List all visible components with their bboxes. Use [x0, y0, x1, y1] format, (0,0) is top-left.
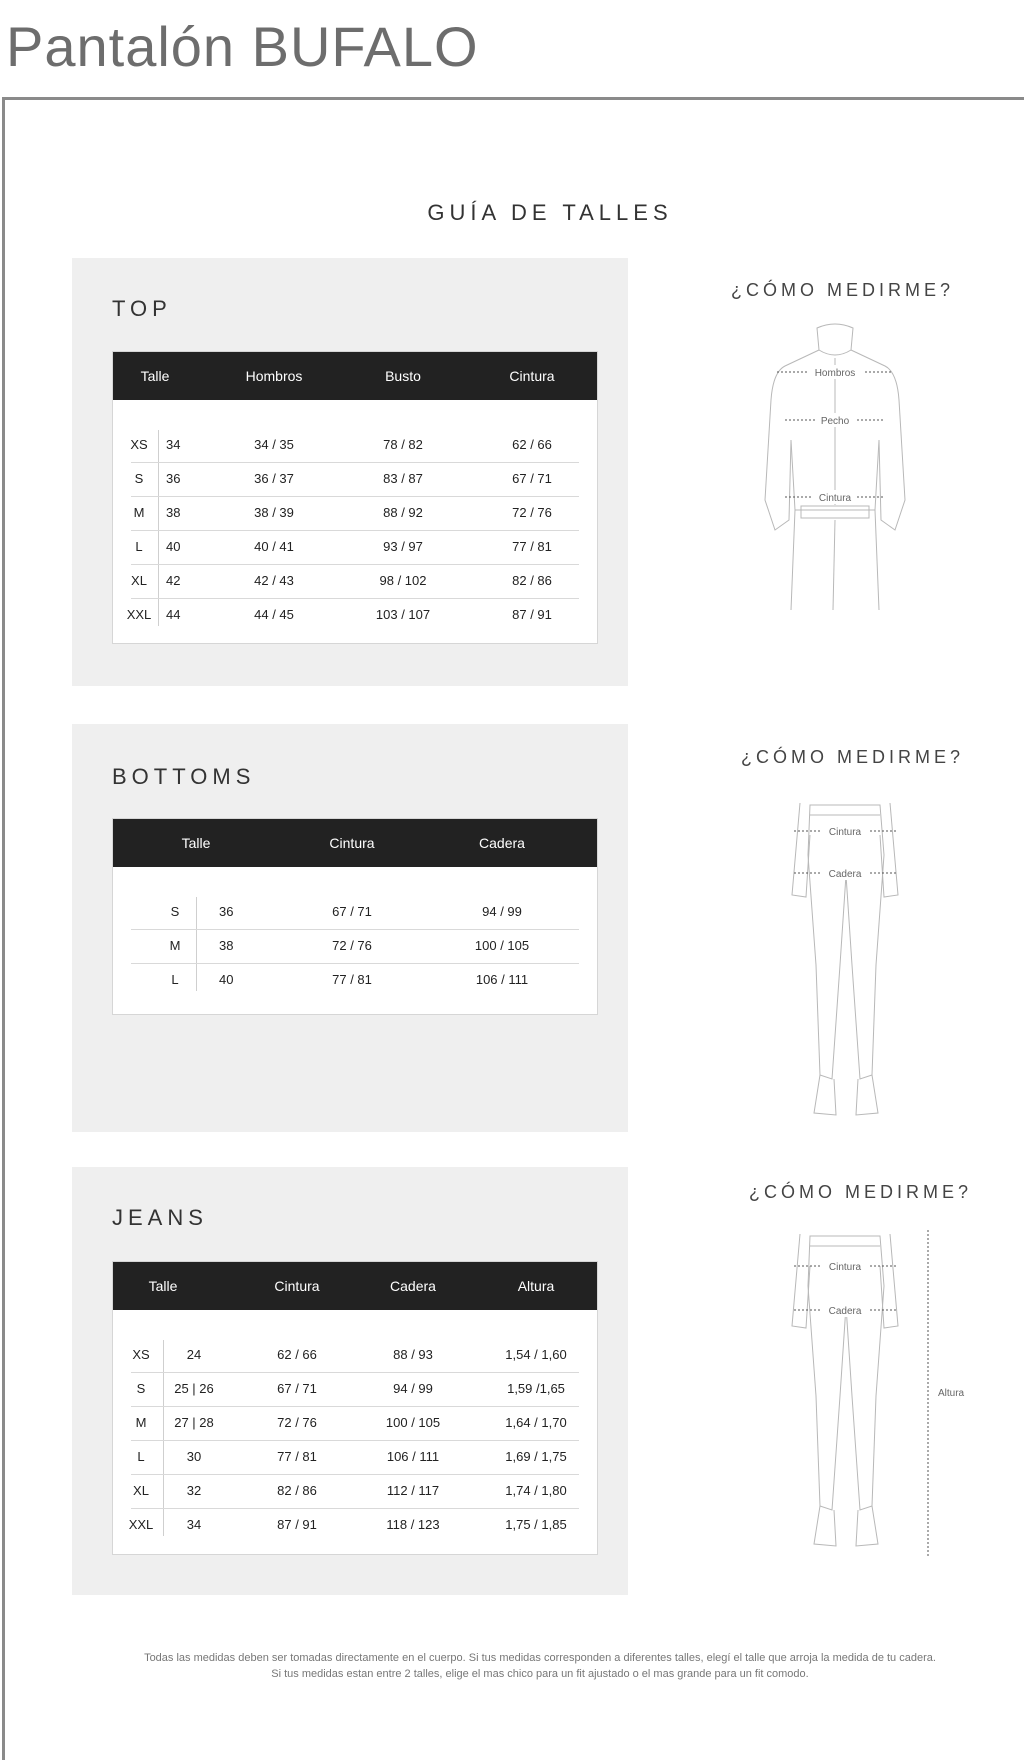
size-letter: M	[135, 1415, 147, 1430]
table-cell: 36 / 37	[254, 471, 294, 486]
table-row	[131, 530, 579, 565]
figure-label-shoulders: Hombros	[814, 368, 856, 379]
legs-illustration	[780, 795, 910, 1125]
size-guide-footnote	[40, 1650, 1024, 1682]
table-cell: 1,74 / 1,80	[505, 1483, 567, 1498]
table-cell: 34 / 35	[254, 437, 294, 452]
top-panel	[72, 258, 628, 686]
size-letter: XXL	[128, 1517, 154, 1532]
table-cell: 1,54 / 1,60	[505, 1347, 567, 1362]
table-cell: 72 / 76	[512, 505, 552, 520]
size-letter: L	[137, 1449, 145, 1464]
size-letter: XS	[132, 1347, 150, 1362]
size-number: 27 | 28	[174, 1415, 214, 1430]
table-cell: 98 / 102	[379, 573, 427, 588]
table-cell: 40 / 41	[254, 539, 294, 554]
size-number: 34	[166, 437, 181, 452]
table-cell: 77 / 81	[512, 539, 552, 554]
size-number: 42	[166, 573, 181, 588]
bottoms-panel-title: BOTTOMS	[112, 764, 256, 789]
bottoms-measure-figure	[780, 795, 910, 1125]
table-cell: 93 / 97	[383, 539, 423, 554]
size-letter: S	[136, 1381, 146, 1396]
size-number: 24	[186, 1347, 202, 1362]
table-cell: 1,75 / 1,85	[505, 1517, 567, 1532]
size-letter: S	[170, 904, 180, 919]
table-cell: 67 / 71	[512, 471, 552, 486]
header-cell: Talle	[148, 1278, 178, 1294]
table-cell: 88 / 93	[393, 1347, 433, 1362]
figure-label-hip: Cadera	[828, 869, 862, 880]
table-cell: 67 / 71	[277, 1381, 317, 1396]
header-cell: Cintura	[329, 835, 375, 851]
size-number: 36	[166, 471, 181, 486]
size-letter: S	[134, 471, 144, 486]
table-cell: 87 / 91	[277, 1517, 317, 1532]
size-guide-title: GUÍA DE TALLES	[427, 200, 673, 225]
table-row	[128, 1508, 579, 1542]
jeans-size-table	[112, 1261, 598, 1555]
table-row	[131, 963, 579, 997]
header-cell: Talle	[140, 368, 170, 384]
product-title: Pantalón BUFALO	[6, 15, 479, 78]
jeans-panel	[72, 1167, 628, 1595]
header-cell: Cadera	[479, 835, 525, 851]
size-number: 34	[186, 1517, 202, 1532]
size-number: 44	[166, 607, 181, 622]
table-row	[131, 428, 579, 463]
header-cell: Cintura	[509, 368, 555, 384]
size-letter: XL	[133, 1483, 149, 1498]
table-row	[131, 1474, 579, 1509]
table-row	[131, 564, 579, 599]
table-cell: 118 / 123	[386, 1517, 440, 1532]
table-cell: 100 / 105	[474, 938, 530, 953]
table-cell: 1,59 /1,65	[507, 1381, 565, 1396]
table-row	[131, 1440, 579, 1475]
footnote-line-2: Si tus medidas estan entre 2 talles, elige el mas chico para un fit ajustado o el mas grande para un fit comodo.	[271, 1668, 809, 1680]
table-cell: 77 / 81	[277, 1449, 317, 1464]
bottoms-panel	[72, 724, 628, 1132]
table-cell: 42 / 43	[254, 573, 294, 588]
size-letter: XS	[130, 437, 148, 452]
top-how-to-measure-title: ¿CÓMO MEDIRME?	[731, 280, 955, 300]
size-letter: M	[169, 938, 181, 953]
table-cell: 62 / 66	[512, 437, 552, 452]
figure-label-height: Altura	[938, 1388, 965, 1399]
size-number: 38	[166, 505, 181, 520]
torso-illustration	[755, 320, 915, 620]
table-cell: 106 / 111	[386, 1449, 440, 1464]
table-cell: 100 / 105	[385, 1415, 441, 1430]
header-cell: Busto	[385, 368, 421, 384]
bottoms-size-table	[112, 818, 598, 1015]
table-cell: 82 / 86	[277, 1483, 317, 1498]
table-cell: 1,69 / 1,75	[505, 1449, 567, 1464]
table-cell: 87 / 91	[512, 607, 552, 622]
table-cell: 106 / 111	[475, 972, 529, 987]
table-header	[113, 352, 597, 400]
size-letter: XXL	[126, 607, 152, 622]
table-cell: 88 / 92	[383, 505, 423, 520]
table-cell: 67 / 71	[332, 904, 372, 919]
figure-label-chest: Pecho	[820, 416, 850, 427]
top-panel-title: TOP	[112, 296, 172, 321]
footnote-line-1: Todas las medidas deben ser tomadas directamente en el cuerpo. Si tus medidas corresponden a diferentes talles, elegí el talle que arroja la medida de tu cadera.	[144, 1652, 936, 1664]
table-cell: 94 / 99	[482, 904, 522, 919]
table-cell: 38 / 39	[254, 505, 294, 520]
header-cell: Cintura	[274, 1278, 320, 1294]
table-header	[113, 819, 597, 867]
table-row	[131, 929, 579, 964]
table-header	[113, 1262, 597, 1310]
size-number: 38	[219, 938, 234, 953]
figure-label-waist: Cintura	[818, 493, 852, 504]
size-number: 36	[219, 904, 234, 919]
table-cell: 77 / 81	[332, 972, 372, 987]
jeans-legs-illustration	[780, 1226, 980, 1566]
table-cell: 72 / 76	[332, 938, 372, 953]
size-letter: L	[135, 539, 143, 554]
jeans-how-to-measure-title: ¿CÓMO MEDIRME?	[749, 1182, 973, 1202]
header-cell: Talle	[181, 835, 211, 851]
header-cell: Cadera	[390, 1278, 436, 1294]
size-number: 40	[219, 972, 234, 987]
table-row	[131, 462, 579, 497]
table-cell: 83 / 87	[383, 471, 423, 486]
table-cell: 112 / 117	[386, 1483, 440, 1498]
header-cell: Altura	[517, 1278, 555, 1294]
size-number: 25 | 26	[174, 1381, 214, 1396]
header-cell: Hombros	[245, 368, 303, 384]
table-cell: 1,64 / 1,70	[505, 1415, 567, 1430]
figure-label-hip: Cadera	[828, 1306, 862, 1317]
table-row	[131, 496, 579, 531]
table-cell: 72 / 76	[277, 1415, 317, 1430]
table-row	[131, 895, 579, 930]
figure-label-waist: Cintura	[828, 1262, 862, 1273]
figure-label-waist: Cintura	[828, 827, 862, 838]
size-letter: L	[171, 972, 179, 987]
table-cell: 44 / 45	[254, 607, 294, 622]
table-row	[126, 598, 579, 632]
table-cell: 94 / 99	[393, 1381, 433, 1396]
size-number: 40	[166, 539, 181, 554]
size-letter: XL	[131, 573, 147, 588]
table-row	[131, 1406, 579, 1441]
table-cell: 62 / 66	[277, 1347, 317, 1362]
size-letter: M	[133, 505, 145, 520]
size-number: 30	[186, 1449, 202, 1464]
jeans-measure-figure	[780, 1226, 980, 1566]
table-cell: 82 / 86	[512, 573, 552, 588]
top-measure-figure	[755, 320, 915, 620]
size-number: 32	[186, 1483, 202, 1498]
table-cell: 78 / 82	[383, 437, 423, 452]
table-row	[131, 1372, 579, 1407]
top-size-table	[112, 351, 598, 644]
table-cell: 103 / 107	[375, 607, 431, 622]
table-row	[131, 1338, 579, 1373]
bottoms-how-to-measure-title: ¿CÓMO MEDIRME?	[741, 747, 965, 767]
jeans-panel-title: JEANS	[112, 1205, 208, 1230]
